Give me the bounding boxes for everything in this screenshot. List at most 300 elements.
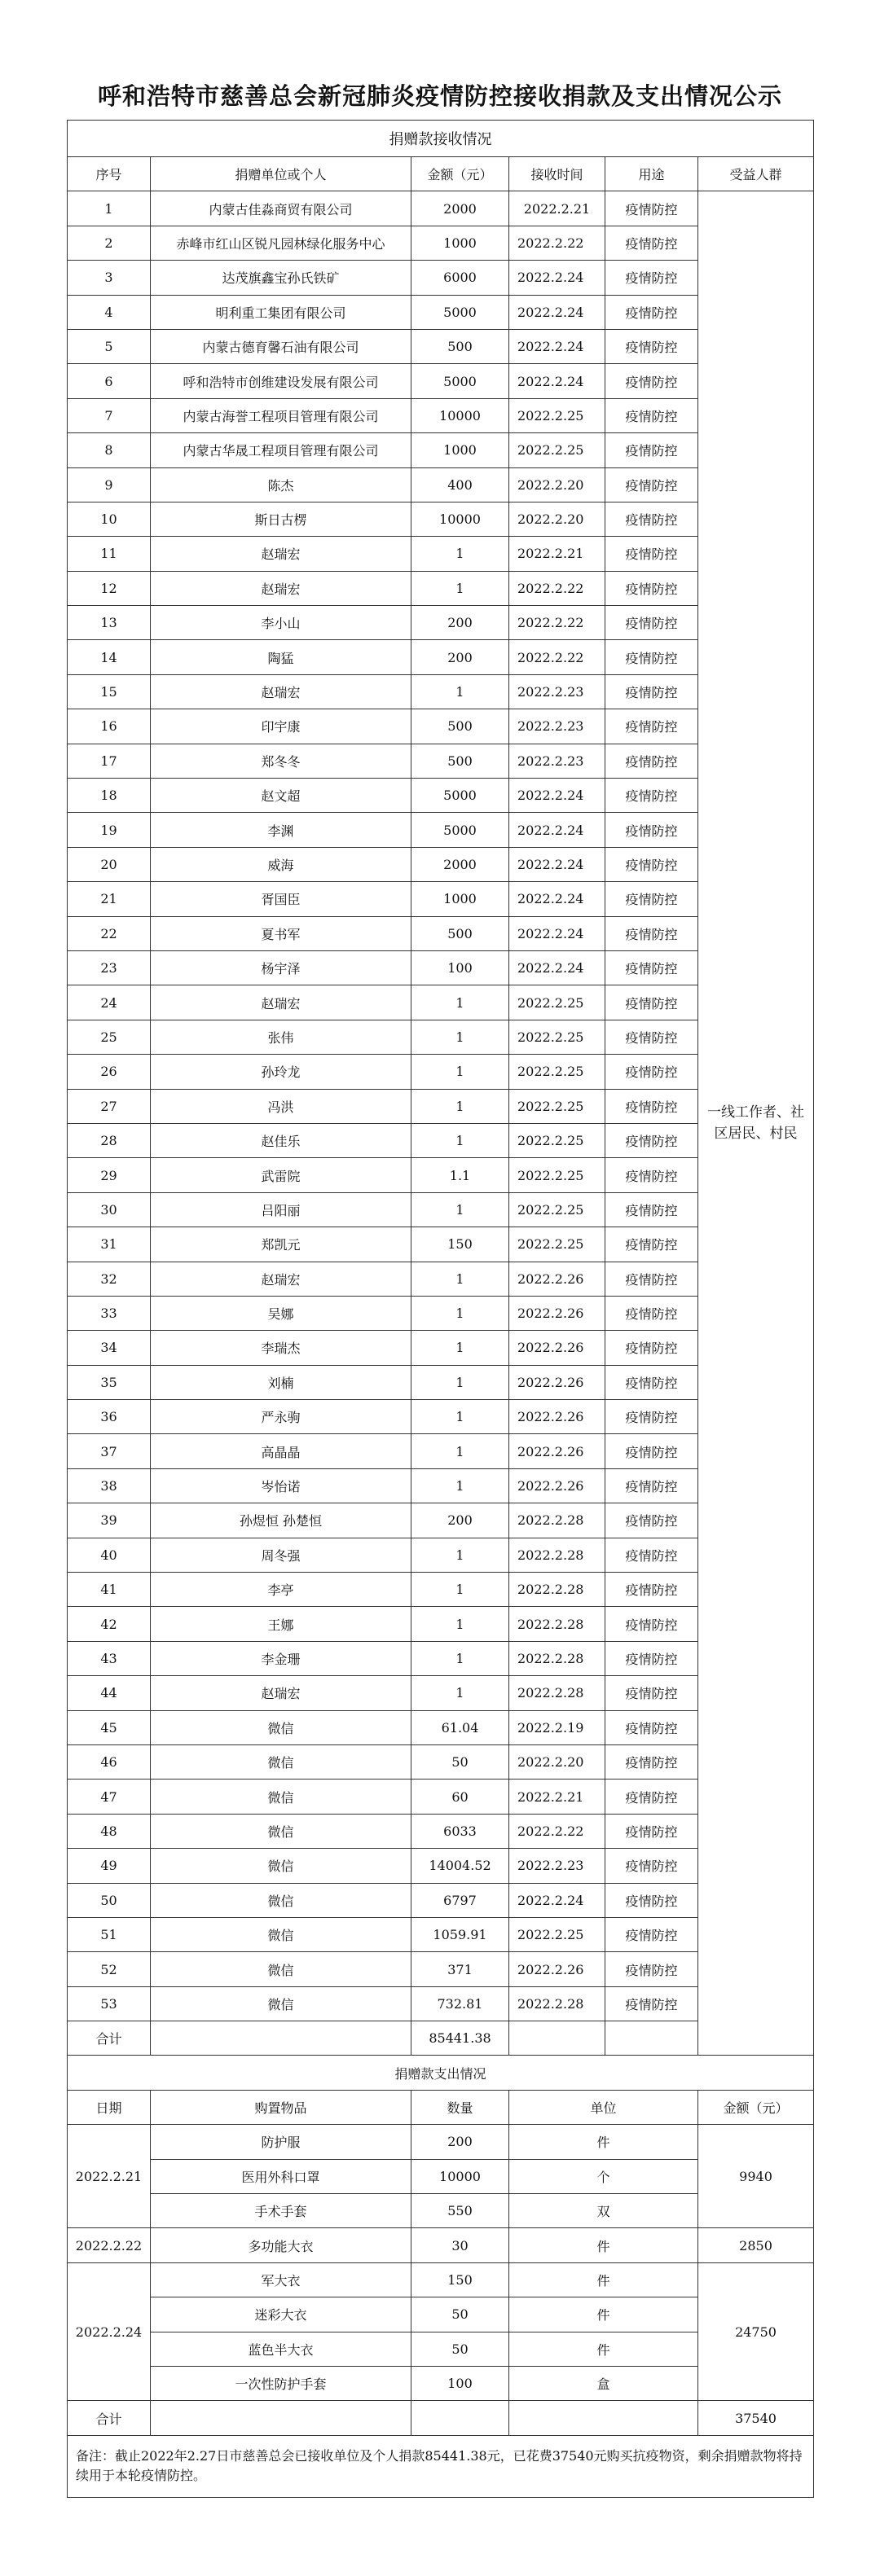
row-amount: 1 bbox=[411, 1641, 509, 1675]
row-use: 疫情防控 bbox=[605, 364, 698, 398]
row-donor: 明利重工集团有限公司 bbox=[151, 295, 411, 329]
row-no: 13 bbox=[68, 606, 151, 640]
row-donor: 李亭 bbox=[151, 1573, 411, 1607]
row-date: 2022.2.24 bbox=[509, 1883, 605, 1917]
row-donor: 微信 bbox=[151, 1883, 411, 1917]
expense-amount: 2850 bbox=[698, 2228, 814, 2262]
row-amount: 500 bbox=[411, 329, 509, 363]
row-donor: 孙煜恒 孙楚恒 bbox=[151, 1503, 411, 1538]
row-no: 49 bbox=[68, 1849, 151, 1883]
row-amount: 1 bbox=[411, 1123, 509, 1157]
header-no: 序号 bbox=[68, 157, 151, 191]
row-donor: 赵瑞宏 bbox=[151, 571, 411, 605]
expense-amount: 9940 bbox=[698, 2125, 814, 2228]
expense-unit: 件 bbox=[509, 2228, 698, 2262]
row-amount: 1000 bbox=[411, 226, 509, 260]
expense-item: 多功能大衣 bbox=[151, 2228, 411, 2262]
row-date: 2022.2.21 bbox=[509, 537, 605, 571]
row-donor: 微信 bbox=[151, 1744, 411, 1779]
header-use: 用途 bbox=[605, 157, 698, 191]
disclosure-table bbox=[67, 120, 814, 2498]
row-no: 11 bbox=[68, 537, 151, 571]
row-donor: 微信 bbox=[151, 1986, 411, 2021]
row-no: 16 bbox=[68, 709, 151, 744]
row-amount: 5000 bbox=[411, 364, 509, 398]
row-use: 疫情防控 bbox=[605, 502, 698, 536]
row-donor: 赵瑞宏 bbox=[151, 985, 411, 1020]
row-no: 48 bbox=[68, 1814, 151, 1848]
row-date: 2022.2.26 bbox=[509, 1365, 605, 1399]
row-no: 8 bbox=[68, 433, 151, 467]
row-date: 2022.2.23 bbox=[509, 709, 605, 744]
row-no: 20 bbox=[68, 847, 151, 881]
row-use: 疫情防控 bbox=[605, 1744, 698, 1779]
expense-section-title: 捐赠款支出情况 bbox=[68, 2056, 814, 2090]
row-donor: 李渊 bbox=[151, 813, 411, 847]
row-date: 2022.2.21 bbox=[509, 191, 605, 226]
row-donor: 赵文超 bbox=[151, 779, 411, 813]
row-donor: 夏书军 bbox=[151, 916, 411, 950]
row-amount: 1 bbox=[411, 1365, 509, 1399]
row-date: 2022.2.22 bbox=[509, 226, 605, 260]
row-date: 2022.2.28 bbox=[509, 1986, 605, 2021]
beneficiary-cell: 一线工作者、社区居民、村民 bbox=[698, 191, 814, 2056]
row-no: 33 bbox=[68, 1296, 151, 1330]
row-donor: 吕阳丽 bbox=[151, 1192, 411, 1227]
row-amount: 1 bbox=[411, 1573, 509, 1607]
row-date: 2022.2.23 bbox=[509, 744, 605, 778]
expense-section-header bbox=[68, 2056, 814, 2090]
row-use: 疫情防控 bbox=[605, 295, 698, 329]
row-date: 2022.2.22 bbox=[509, 606, 605, 640]
row-donor: 武雷院 bbox=[151, 1158, 411, 1192]
row-no: 29 bbox=[68, 1158, 151, 1192]
row-use: 疫情防控 bbox=[605, 1192, 698, 1227]
row-no: 21 bbox=[68, 882, 151, 916]
note-text: 备注：截止2022年2.27日市慈善总会已接收单位及个人捐款85441.38元，已花费37540元购买抗疫物资，剩余捐赠款物将持续用于本轮疫情防控。 bbox=[68, 2435, 814, 2497]
row-amount: 50 bbox=[411, 1744, 509, 1779]
row-use: 疫情防控 bbox=[605, 640, 698, 674]
row-date: 2022.2.26 bbox=[509, 1262, 605, 1296]
row-donor: 呼和浩特市创维建设发展有限公司 bbox=[151, 364, 411, 398]
row-date: 2022.2.20 bbox=[509, 467, 605, 502]
row-amount: 371 bbox=[411, 1952, 509, 1986]
expense-date: 2022.2.22 bbox=[68, 2228, 151, 2262]
row-date: 2022.2.25 bbox=[509, 1020, 605, 1054]
row-donor: 李瑞杰 bbox=[151, 1331, 411, 1365]
row-amount: 732.81 bbox=[411, 1986, 509, 2021]
row-no: 5 bbox=[68, 329, 151, 363]
row-date: 2022.2.24 bbox=[509, 813, 605, 847]
row-use: 疫情防控 bbox=[605, 985, 698, 1020]
row-use: 疫情防控 bbox=[605, 1123, 698, 1157]
row-no: 28 bbox=[68, 1123, 151, 1157]
row-no: 18 bbox=[68, 779, 151, 813]
row-use: 疫情防控 bbox=[605, 1020, 698, 1054]
row-amount: 60 bbox=[411, 1780, 509, 1814]
row-amount: 1 bbox=[411, 1020, 509, 1054]
row-use: 疫情防控 bbox=[605, 571, 698, 605]
row-use: 疫情防控 bbox=[605, 950, 698, 985]
expense-row bbox=[68, 2125, 814, 2159]
row-no: 15 bbox=[68, 674, 151, 709]
row-date: 2022.2.24 bbox=[509, 261, 605, 295]
row-amount: 1 bbox=[411, 1055, 509, 1089]
expense-item: 医用外科口罩 bbox=[151, 2159, 411, 2193]
row-amount: 500 bbox=[411, 744, 509, 778]
table-row bbox=[68, 191, 814, 226]
expense-amount: 24750 bbox=[698, 2262, 814, 2401]
row-no: 35 bbox=[68, 1365, 151, 1399]
row-date: 2022.2.26 bbox=[509, 1400, 605, 1434]
row-use: 疫情防控 bbox=[605, 1331, 698, 1365]
row-date: 2022.2.26 bbox=[509, 1952, 605, 1986]
row-no: 51 bbox=[68, 1917, 151, 1951]
row-no: 50 bbox=[68, 1883, 151, 1917]
row-use: 疫情防控 bbox=[605, 329, 698, 363]
exp-header-amount: 金额（元） bbox=[698, 2090, 814, 2124]
row-date: 2022.2.24 bbox=[509, 364, 605, 398]
row-date: 2022.2.25 bbox=[509, 398, 605, 432]
row-no: 24 bbox=[68, 985, 151, 1020]
row-date: 2022.2.22 bbox=[509, 640, 605, 674]
row-donor: 微信 bbox=[151, 1814, 411, 1848]
row-date: 2022.2.26 bbox=[509, 1468, 605, 1503]
expense-date: 2022.2.24 bbox=[68, 2262, 151, 2401]
row-no: 43 bbox=[68, 1641, 151, 1675]
row-donor: 严永驹 bbox=[151, 1400, 411, 1434]
row-use: 疫情防控 bbox=[605, 744, 698, 778]
row-date: 2022.2.21 bbox=[509, 1780, 605, 1814]
row-amount: 2000 bbox=[411, 191, 509, 226]
header-beneficiary: 受益人群 bbox=[698, 157, 814, 191]
row-date: 2022.2.24 bbox=[509, 295, 605, 329]
row-no: 31 bbox=[68, 1227, 151, 1262]
row-donor: 刘楠 bbox=[151, 1365, 411, 1399]
row-donor: 微信 bbox=[151, 1710, 411, 1744]
row-date: 2022.2.25 bbox=[509, 433, 605, 467]
row-no: 39 bbox=[68, 1503, 151, 1538]
row-use: 疫情防控 bbox=[605, 1227, 698, 1262]
row-no: 3 bbox=[68, 261, 151, 295]
row-donor: 赵佳乐 bbox=[151, 1123, 411, 1157]
row-use: 疫情防控 bbox=[605, 813, 698, 847]
row-amount: 150 bbox=[411, 1227, 509, 1262]
header-date: 接收时间 bbox=[509, 157, 605, 191]
expense-total-amount: 37540 bbox=[698, 2401, 814, 2435]
row-no: 53 bbox=[68, 1986, 151, 2021]
exp-header-qty: 数量 bbox=[411, 2090, 509, 2124]
row-donor: 胥国臣 bbox=[151, 882, 411, 916]
row-donor: 达茂旗鑫宝孙氏铁矿 bbox=[151, 261, 411, 295]
row-donor: 高晶晶 bbox=[151, 1434, 411, 1468]
row-donor: 赤峰市红山区锐凡园林绿化服务中心 bbox=[151, 226, 411, 260]
row-amount: 10000 bbox=[411, 502, 509, 536]
row-use: 疫情防控 bbox=[605, 1468, 698, 1503]
expense-qty: 200 bbox=[411, 2125, 509, 2159]
row-no: 45 bbox=[68, 1710, 151, 1744]
row-amount: 500 bbox=[411, 709, 509, 744]
row-amount: 1 bbox=[411, 985, 509, 1020]
row-use: 疫情防控 bbox=[605, 1676, 698, 1710]
expense-qty: 150 bbox=[411, 2262, 509, 2297]
row-amount: 100 bbox=[411, 950, 509, 985]
row-use: 疫情防控 bbox=[605, 1296, 698, 1330]
row-use: 疫情防控 bbox=[605, 226, 698, 260]
row-use: 疫情防控 bbox=[605, 433, 698, 467]
row-amount: 6033 bbox=[411, 1814, 509, 1848]
expense-item: 防护服 bbox=[151, 2125, 411, 2159]
row-amount: 1 bbox=[411, 1468, 509, 1503]
row-amount: 1 bbox=[411, 1331, 509, 1365]
row-use: 疫情防控 bbox=[605, 674, 698, 709]
row-use: 疫情防控 bbox=[605, 1538, 698, 1572]
row-use: 疫情防控 bbox=[605, 1780, 698, 1814]
row-date: 2022.2.26 bbox=[509, 1296, 605, 1330]
row-no: 37 bbox=[68, 1434, 151, 1468]
row-amount: 1 bbox=[411, 1262, 509, 1296]
row-use: 疫情防控 bbox=[605, 1986, 698, 2021]
row-donor: 内蒙古海誉工程项目管理有限公司 bbox=[151, 398, 411, 432]
row-use: 疫情防控 bbox=[605, 1952, 698, 1986]
row-donor: 内蒙古华晟工程项目管理有限公司 bbox=[151, 433, 411, 467]
expense-total-empty bbox=[151, 2401, 411, 2435]
row-donor: 印宇康 bbox=[151, 709, 411, 744]
expense-total-empty-2 bbox=[411, 2401, 509, 2435]
expense-total-empty-3 bbox=[509, 2401, 698, 2435]
row-donor: 王娜 bbox=[151, 1607, 411, 1641]
row-use: 疫情防控 bbox=[605, 1503, 698, 1538]
row-donor: 微信 bbox=[151, 1849, 411, 1883]
receipt-column-headers bbox=[68, 157, 814, 191]
row-amount: 1059.91 bbox=[411, 1917, 509, 1951]
row-date: 2022.2.25 bbox=[509, 1158, 605, 1192]
row-donor: 李小山 bbox=[151, 606, 411, 640]
expense-qty: 10000 bbox=[411, 2159, 509, 2193]
row-amount: 2000 bbox=[411, 847, 509, 881]
row-date: 2022.2.28 bbox=[509, 1538, 605, 1572]
expense-unit: 件 bbox=[509, 2262, 698, 2297]
row-donor: 威海 bbox=[151, 847, 411, 881]
row-amount: 200 bbox=[411, 640, 509, 674]
row-no: 44 bbox=[68, 1676, 151, 1710]
row-donor: 张伟 bbox=[151, 1020, 411, 1054]
row-amount: 61.04 bbox=[411, 1710, 509, 1744]
expense-total-row bbox=[68, 2401, 814, 2435]
row-use: 疫情防控 bbox=[605, 1883, 698, 1917]
row-date: 2022.2.28 bbox=[509, 1676, 605, 1710]
row-date: 2022.2.24 bbox=[509, 779, 605, 813]
row-donor: 内蒙古德育馨石油有限公司 bbox=[151, 329, 411, 363]
receipt-total-empty-2 bbox=[509, 2021, 605, 2056]
row-no: 32 bbox=[68, 1262, 151, 1296]
row-date: 2022.2.22 bbox=[509, 571, 605, 605]
row-use: 疫情防控 bbox=[605, 398, 698, 432]
row-use: 疫情防控 bbox=[605, 1641, 698, 1675]
row-use: 疫情防控 bbox=[605, 847, 698, 881]
row-date: 2022.2.24 bbox=[509, 916, 605, 950]
row-donor: 赵瑞宏 bbox=[151, 1262, 411, 1296]
header-amount: 金额（元） bbox=[411, 157, 509, 191]
expense-row bbox=[68, 2262, 814, 2297]
row-amount: 1 bbox=[411, 674, 509, 709]
row-date: 2022.2.23 bbox=[509, 674, 605, 709]
exp-header-date: 日期 bbox=[68, 2090, 151, 2124]
row-no: 10 bbox=[68, 502, 151, 536]
receipt-total-empty bbox=[151, 2021, 411, 2056]
row-use: 疫情防控 bbox=[605, 1710, 698, 1744]
row-use: 疫情防控 bbox=[605, 916, 698, 950]
row-date: 2022.2.28 bbox=[509, 1641, 605, 1675]
row-amount: 1 bbox=[411, 537, 509, 571]
row-no: 4 bbox=[68, 295, 151, 329]
row-date: 2022.2.24 bbox=[509, 882, 605, 916]
row-date: 2022.2.25 bbox=[509, 1227, 605, 1262]
row-use: 疫情防控 bbox=[605, 779, 698, 813]
row-no: 23 bbox=[68, 950, 151, 985]
row-donor: 李金珊 bbox=[151, 1641, 411, 1675]
expense-qty: 30 bbox=[411, 2228, 509, 2262]
expense-item: 蓝色半大衣 bbox=[151, 2332, 411, 2366]
row-amount: 10000 bbox=[411, 398, 509, 432]
row-date: 2022.2.24 bbox=[509, 950, 605, 985]
row-amount: 1 bbox=[411, 571, 509, 605]
row-date: 2022.2.19 bbox=[509, 1710, 605, 1744]
receipt-total-empty-3 bbox=[605, 2021, 698, 2056]
page-title: 呼和浩特市慈善总会新冠肺炎疫情防控接收捐款及支出情况公示 bbox=[97, 82, 782, 110]
row-amount: 1 bbox=[411, 1296, 509, 1330]
row-amount: 1 bbox=[411, 1676, 509, 1710]
row-donor: 陶猛 bbox=[151, 640, 411, 674]
row-date: 2022.2.25 bbox=[509, 1192, 605, 1227]
expense-qty: 50 bbox=[411, 2332, 509, 2366]
row-use: 疫情防控 bbox=[605, 606, 698, 640]
row-date: 2022.2.25 bbox=[509, 1055, 605, 1089]
row-date: 2022.2.25 bbox=[509, 1089, 605, 1123]
row-no: 12 bbox=[68, 571, 151, 605]
expense-row bbox=[68, 2228, 814, 2262]
row-date: 2022.2.28 bbox=[509, 1503, 605, 1538]
exp-header-item: 购置物品 bbox=[151, 2090, 411, 2124]
exp-header-unit: 单位 bbox=[509, 2090, 698, 2124]
expense-column-headers bbox=[68, 2090, 814, 2124]
row-amount: 5000 bbox=[411, 779, 509, 813]
expense-unit: 件 bbox=[509, 2297, 698, 2332]
row-donor: 微信 bbox=[151, 1917, 411, 1951]
row-amount: 1 bbox=[411, 1538, 509, 1572]
row-no: 27 bbox=[68, 1089, 151, 1123]
row-date: 2022.2.26 bbox=[509, 1434, 605, 1468]
expense-unit: 件 bbox=[509, 2332, 698, 2366]
row-date: 2022.2.25 bbox=[509, 985, 605, 1020]
expense-total-label: 合计 bbox=[68, 2401, 151, 2435]
expense-qty: 50 bbox=[411, 2297, 509, 2332]
expense-item: 手术手套 bbox=[151, 2194, 411, 2228]
receipt-section-header bbox=[68, 121, 814, 157]
row-no: 47 bbox=[68, 1780, 151, 1814]
row-no: 36 bbox=[68, 1400, 151, 1434]
row-amount: 1 bbox=[411, 1400, 509, 1434]
row-donor: 赵瑞宏 bbox=[151, 1676, 411, 1710]
row-amount: 200 bbox=[411, 606, 509, 640]
row-use: 疫情防控 bbox=[605, 1089, 698, 1123]
row-no: 7 bbox=[68, 398, 151, 432]
row-donor: 孙玲龙 bbox=[151, 1055, 411, 1089]
row-amount: 1000 bbox=[411, 433, 509, 467]
row-date: 2022.2.23 bbox=[509, 1849, 605, 1883]
row-amount: 1000 bbox=[411, 882, 509, 916]
expense-qty: 100 bbox=[411, 2367, 509, 2401]
row-donor: 斯日古楞 bbox=[151, 502, 411, 536]
row-date: 2022.2.25 bbox=[509, 1123, 605, 1157]
row-donor: 内蒙古佳淼商贸有限公司 bbox=[151, 191, 411, 226]
expense-unit: 双 bbox=[509, 2194, 698, 2228]
note-row bbox=[68, 2435, 814, 2497]
row-use: 疫情防控 bbox=[605, 191, 698, 226]
row-use: 疫情防控 bbox=[605, 1434, 698, 1468]
row-use: 疫情防控 bbox=[605, 1158, 698, 1192]
expense-item: 迷彩大衣 bbox=[151, 2297, 411, 2332]
row-donor: 冯洪 bbox=[151, 1089, 411, 1123]
row-no: 19 bbox=[68, 813, 151, 847]
row-no: 41 bbox=[68, 1573, 151, 1607]
row-amount: 1 bbox=[411, 1089, 509, 1123]
row-no: 22 bbox=[68, 916, 151, 950]
row-use: 疫情防控 bbox=[605, 467, 698, 502]
row-no: 25 bbox=[68, 1020, 151, 1054]
row-donor: 杨宇泽 bbox=[151, 950, 411, 985]
row-date: 2022.2.22 bbox=[509, 1814, 605, 1848]
row-use: 疫情防控 bbox=[605, 1055, 698, 1089]
row-date: 2022.2.25 bbox=[509, 1917, 605, 1951]
row-date: 2022.2.24 bbox=[509, 329, 605, 363]
row-donor: 郑冬冬 bbox=[151, 744, 411, 778]
row-donor: 赵瑞宏 bbox=[151, 674, 411, 709]
row-no: 2 bbox=[68, 226, 151, 260]
header-donor: 捐赠单位或个人 bbox=[151, 157, 411, 191]
row-amount: 200 bbox=[411, 1503, 509, 1538]
expense-unit: 件 bbox=[509, 2125, 698, 2159]
row-no: 52 bbox=[68, 1952, 151, 1986]
row-date: 2022.2.20 bbox=[509, 502, 605, 536]
row-no: 40 bbox=[68, 1538, 151, 1572]
row-no: 17 bbox=[68, 744, 151, 778]
row-use: 疫情防控 bbox=[605, 1849, 698, 1883]
row-use: 疫情防控 bbox=[605, 261, 698, 295]
receipt-total-label: 合计 bbox=[68, 2021, 151, 2056]
row-donor: 陈杰 bbox=[151, 467, 411, 502]
row-donor: 吴娜 bbox=[151, 1296, 411, 1330]
row-amount: 400 bbox=[411, 467, 509, 502]
row-use: 疫情防控 bbox=[605, 1365, 698, 1399]
row-amount: 14004.52 bbox=[411, 1849, 509, 1883]
row-no: 30 bbox=[68, 1192, 151, 1227]
row-no: 26 bbox=[68, 1055, 151, 1089]
row-use: 疫情防控 bbox=[605, 1262, 698, 1296]
row-donor: 赵瑞宏 bbox=[151, 537, 411, 571]
row-amount: 5000 bbox=[411, 813, 509, 847]
row-date: 2022.2.28 bbox=[509, 1607, 605, 1641]
row-no: 6 bbox=[68, 364, 151, 398]
expense-unit: 个 bbox=[509, 2159, 698, 2193]
expense-unit: 盒 bbox=[509, 2367, 698, 2401]
row-amount: 1 bbox=[411, 1192, 509, 1227]
row-use: 疫情防控 bbox=[605, 1400, 698, 1434]
row-date: 2022.2.24 bbox=[509, 847, 605, 881]
row-amount: 1 bbox=[411, 1607, 509, 1641]
expense-item: 军大衣 bbox=[151, 2262, 411, 2297]
row-use: 疫情防控 bbox=[605, 1814, 698, 1848]
